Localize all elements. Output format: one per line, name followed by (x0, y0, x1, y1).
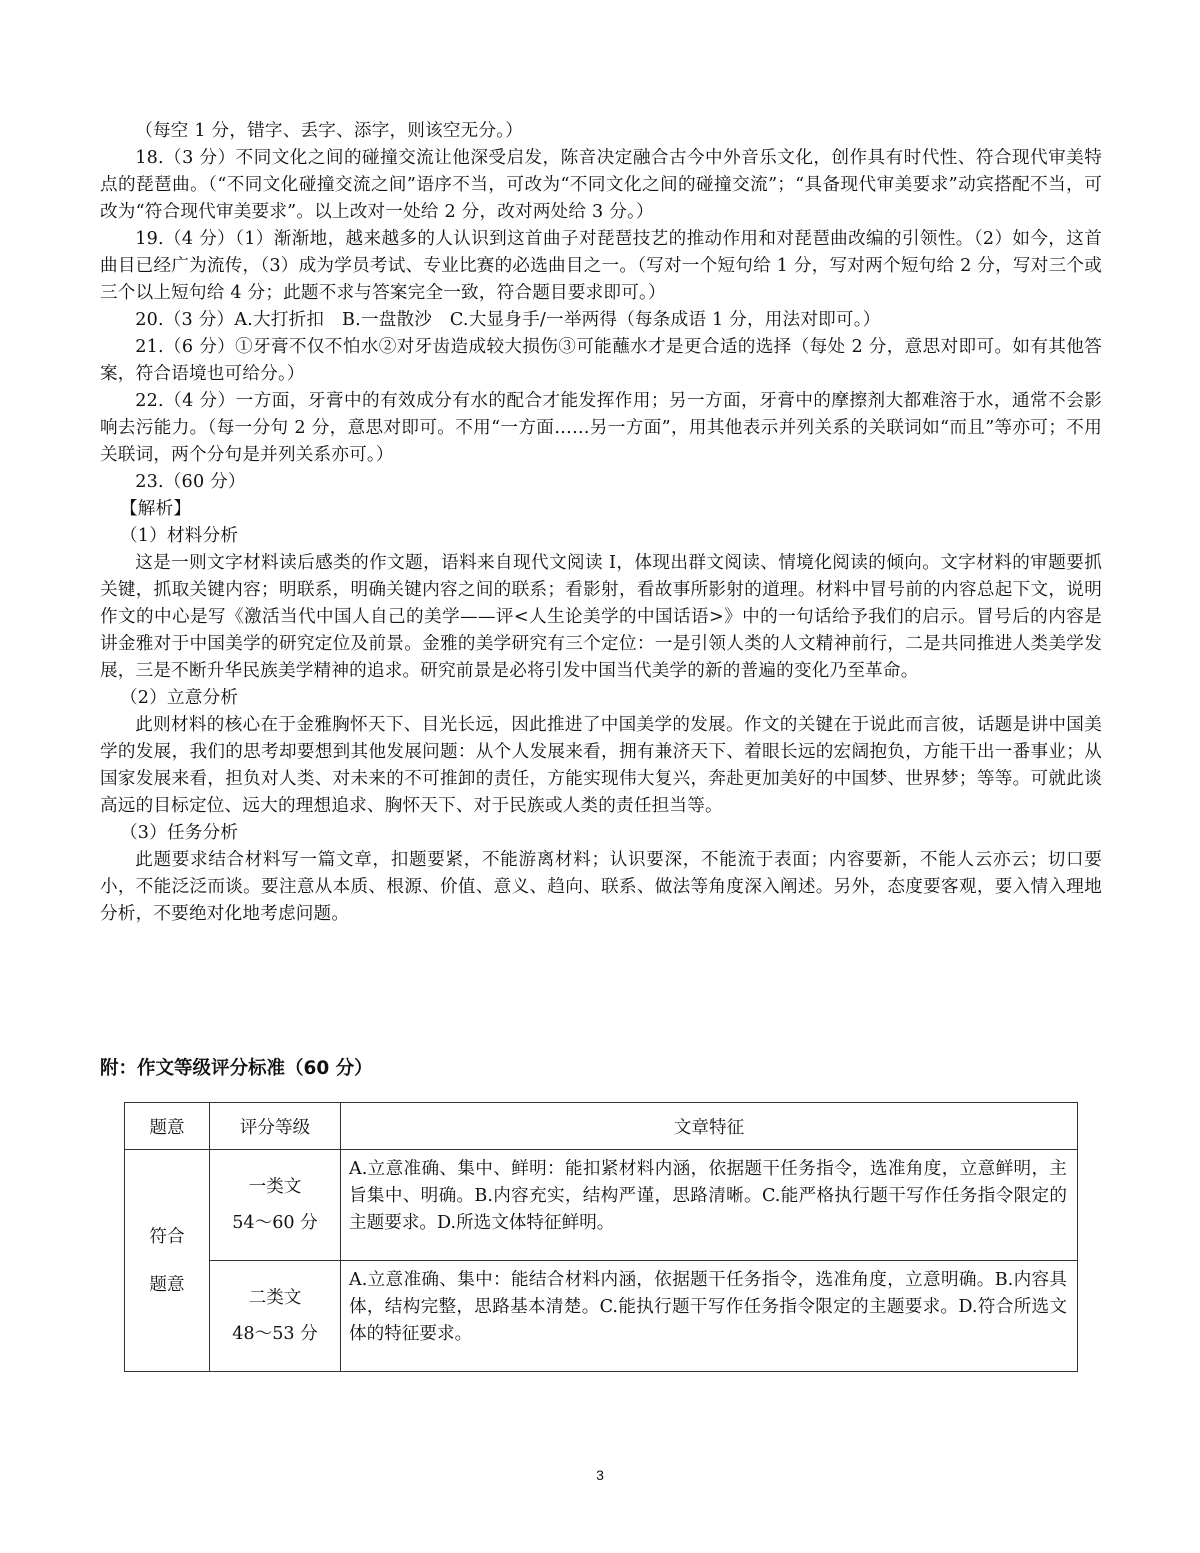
task-analysis-text: 此题要求结合材料写一篇文章，扣题要紧，不能游离材料；认识要深，不能流于表面；内容要新，不能人云亦云；切口要小，不能泛泛而谈。要注意从本质、根源、价值、意义、趋向、联系、做法等角度深入阐述。另外，态度要客观，要入情入理地分析，不要绝对化地考虑问题。 (100, 850, 1102, 924)
level-description: A.立意准确、集中：能结合材料内涵，依据题干任务指令，选准角度，立意明确。B.内容具体，结构完整，思路基本清楚。C.能执行题干写作任务指令限定的主题要求。D.符合所选文体的特征要求。 (341, 1261, 1078, 1372)
level-cell (210, 1150, 341, 1261)
answer-23: 23.（60 分） (135, 472, 246, 492)
answer-20: 20.（3 分）A.大打折扣 B.一盘散沙 C.大显身手/一举两得（每条成语 1 分，用法对即可。） (135, 310, 881, 330)
answer-content (100, 118, 1102, 928)
header-topic: 题意 (125, 1103, 210, 1150)
level-name: 一类文 (248, 1177, 302, 1197)
table-header-row (125, 1103, 1078, 1150)
page-number: 3 (596, 1467, 604, 1483)
theme-analysis-title: （2）立意分析 (120, 688, 239, 708)
grading-standard-heading: 附：作文等级评分标准（60 分） (100, 1058, 373, 1079)
category-line-1: 符合 (149, 1226, 185, 1247)
header-features: 文章特征 (341, 1103, 1078, 1150)
answer-21: 21.（6 分）①牙膏不仅不怕水②对牙齿造成较大损伤③可能蘸水才是更合适的选择（每处 2 分，意思对即可。如有其他答案，符合语境也可给分。） (100, 337, 1103, 384)
blank-scoring-note: （每空 1 分，错字、丢字、添字，则该空无分。） (135, 121, 524, 141)
material-analysis-title: （1）材料分析 (120, 526, 239, 546)
answer-18: 18.（3 分）不同文化之间的碰撞交流让他深受启发，陈音决定融合古今中外音乐文化，创作具有时代性、符合现代审美特点的琵琶曲。（“不同文化碰撞交流之间”语序不当，可改为“不同文化之间的碰撞交流”；“具备现代审美要求”动宾搭配不当，可改为“符合现代审美要求”。以上改对一处给 2 分，改对两处给 3 分。） (100, 148, 1102, 222)
material-analysis-text: 这是一则文字材料读后感类的作文题，语料来自现代文阅读 I，体现出群文阅读、情境化阅读的倾向。文字材料的审题要抓关键，抓取关键内容；明联系，明确关键内容之间的联系；看影射，看故事所影射的道理。材料中冒号前的内容总起下文，说明作文的中心是写《激活当代中国人自己的美学——评<人生论美学的中国话语>》中的一句话给予我们的启示。冒号后的内容是讲金雅对于中国美学的研究定位及前景。金雅的美学研究有三个定位：一是引领人类的人文精神前行，二是共同推进人类美学发展，三是不断升华民族美学精神的追求。研究前景是必将引发中国当代美学的新的普遍的变化乃至革命。 (100, 553, 1102, 681)
level-cell (210, 1261, 341, 1372)
level-range: 54～60 分 (232, 1213, 318, 1233)
task-analysis-title: （3）任务分析 (120, 823, 239, 843)
theme-analysis-text: 此则材料的核心在于金雅胸怀天下、目光长远，因此推进了中国美学的发展。作文的关键在于说此而言彼，话题是讲中国美学的发展，我们的思考却要想到其他发展问题：从个人发展来看，拥有兼济天下、着眼长远的宏阔抱负，方能干出一番事业；从国家发展来看，担负对人类、对未来的不可推卸的责任，方能实现伟大复兴，奔赴更加美好的中国梦、世界梦；等等。可就此谈高远的目标定位、远大的理想追求、胸怀天下、对于民族或人类的责任担当等。 (100, 715, 1102, 816)
level-description: A.立意准确、集中、鲜明：能扣紧材料内涵，依据题干任务指令，选准角度，立意鲜明，主旨集中、明确。B.内容充实，结构严谨，思路清晰。C.能严格执行题干写作任务指令限定的主题要求。D.所选文体特征鲜明。 (341, 1150, 1078, 1261)
answer-19: 19.（4 分）（1）渐渐地，越来越多的人认识到这首曲子对琵琶技艺的推动作用和对琵琶曲改编的引领性。（2）如今，这首曲目已经广为流传，（3）成为学员考试、专业比赛的必选曲目之一。（写对一个短句给 1 分，写对两个短句给 2 分，写对三个或三个以上短句给 4 分；此题不求与答案完全一致，符合题目要求即可。） (100, 229, 1102, 303)
level-range: 48～53 分 (232, 1324, 318, 1344)
analysis-label: 【解析】 (120, 499, 192, 519)
table-row (125, 1261, 1078, 1372)
category-cell (125, 1150, 210, 1372)
table-row (125, 1150, 1078, 1261)
header-level: 评分等级 (210, 1103, 341, 1150)
grading-table (124, 1102, 1078, 1372)
answer-22: 22.（4 分）一方面，牙膏中的有效成分有水的配合才能发挥作用；另一方面，牙膏中的摩擦剂大都难溶于水，通常不会影响去污能力。（每一分句 2 分，意思对即可。不用“一方面……另一方面”，用其他表示并列关系的关联词如“而且”等亦可；不用关联词，两个分句是并列关系亦可。） (100, 391, 1102, 465)
category-line-2: 题意 (149, 1274, 185, 1295)
level-name: 二类文 (248, 1288, 302, 1308)
